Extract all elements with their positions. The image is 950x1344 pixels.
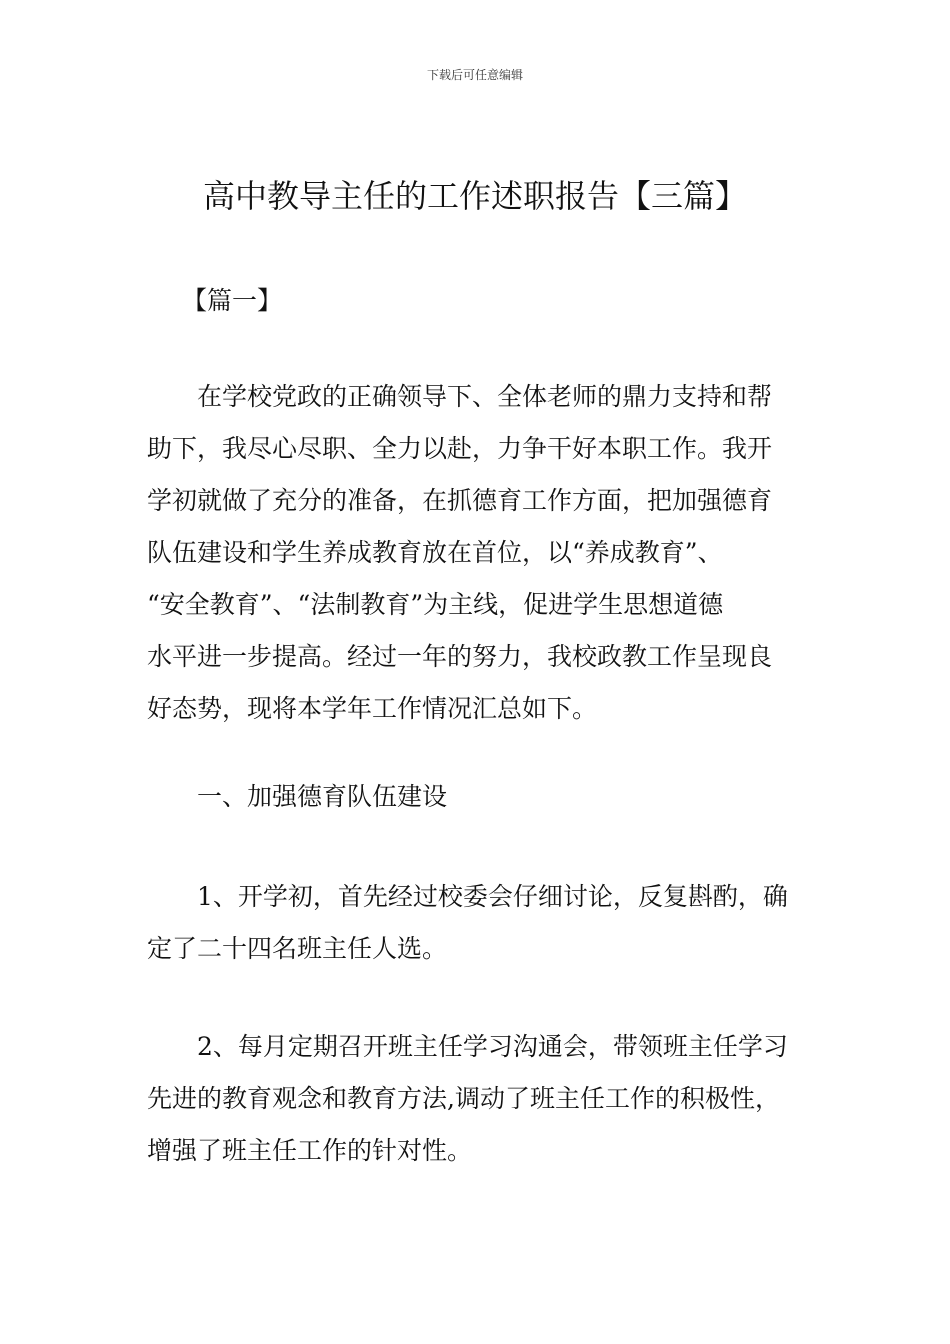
section-label: 【篇一】	[182, 286, 283, 315]
paragraph-line: 2、每月定期召开班主任学习沟通会，带领班主任学习	[197, 1032, 788, 1061]
paragraph-line: 在学校党政的正确领导下、全体老师的鼎力支持和帮	[197, 382, 773, 411]
paragraph-line: 定了二十四名班主任人选。	[147, 934, 448, 963]
paragraph-line: 增强了班主任工作的针对性。	[147, 1136, 473, 1165]
document-title: 高中教导主任的工作述职报告【三篇】	[202, 177, 747, 215]
paragraph-item-2	[147, 1021, 807, 1177]
paragraph-line: 队伍建设和学生养成教育放在首位，以“养成教育”、	[147, 538, 723, 567]
paragraph-intro	[147, 371, 807, 735]
paragraph-line: “安全教育”、“法制教育”为主线，促进学生思想道德	[147, 590, 724, 619]
paragraph-item-1	[147, 871, 807, 975]
paragraph-line: 1、开学初，首先经过校委会仔细讨论，反复斟酌，确	[197, 882, 788, 911]
paragraph-line: 好态势，现将本学年工作情况汇总如下。	[147, 694, 598, 723]
heading-line: 一、加强德育队伍建设	[197, 782, 448, 811]
header-note: 下载后可任意编辑	[426, 68, 523, 82]
paragraph-line: 助下，我尽心尽职、全力以赴，力争干好本职工作。我开	[147, 434, 773, 463]
paragraph-line: 先进的教育观念和教育方法,调动了班主任工作的积极性，	[147, 1084, 780, 1113]
paragraph-line: 水平进一步提高。经过一年的努力，我校政教工作呈现良	[147, 642, 773, 671]
paragraph-line: 学初就做了充分的准备，在抓德育工作方面，把加强德育	[147, 486, 773, 515]
section-heading	[147, 771, 807, 823]
